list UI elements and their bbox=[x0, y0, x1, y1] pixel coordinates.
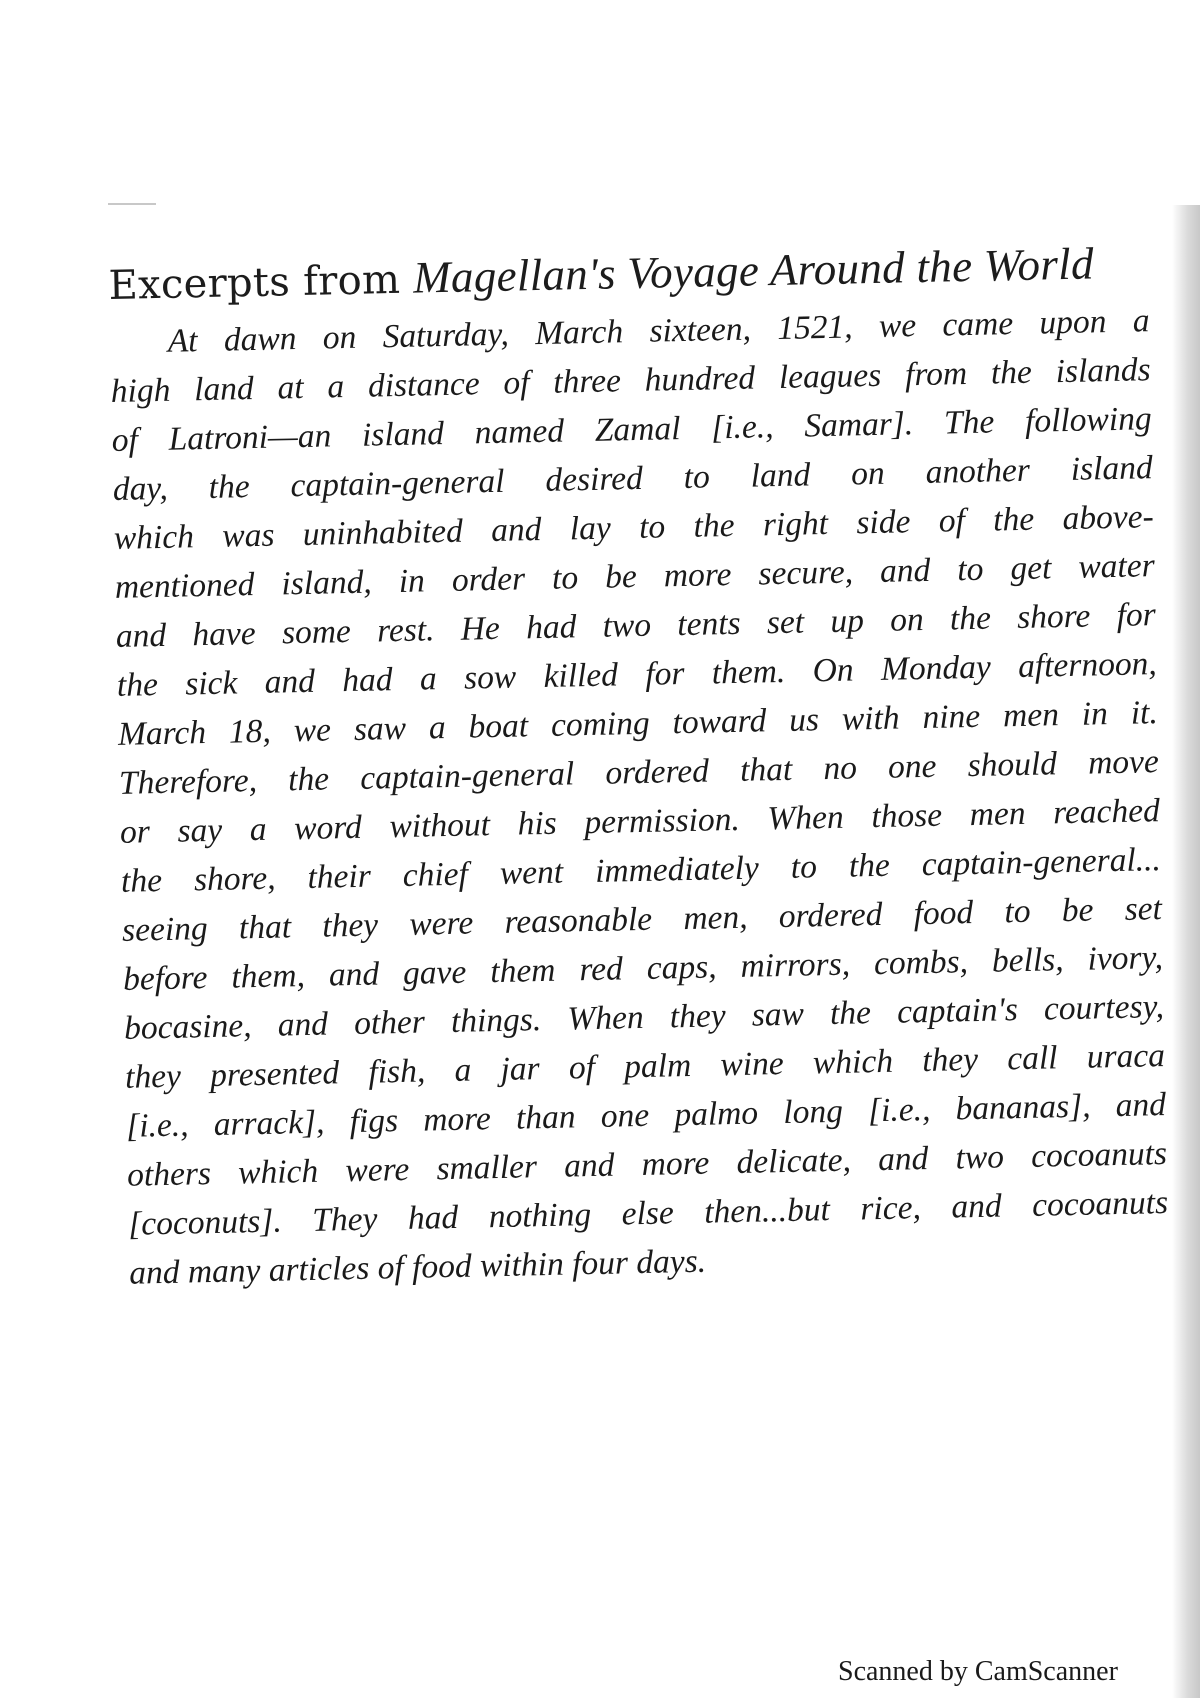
body-line: the shore, their chief went immediately to the captain-general... bbox=[120, 841, 1162, 900]
body-line: and many articles of food within four days. bbox=[128, 1242, 707, 1292]
body-line: or say a word without his permission. When those men reached bbox=[119, 792, 1161, 851]
body-line: they presented fish, a jar of palm wine which they call uraca bbox=[124, 1037, 1166, 1096]
body-line: Therefore, the captain-general ordered that no one should move bbox=[118, 743, 1160, 802]
body-line: others which were smaller and more delicate, and two cocoanuts bbox=[126, 1135, 1168, 1194]
excerpt-block bbox=[108, 236, 1170, 1298]
scanner-watermark: Scanned by CamScanner bbox=[838, 1656, 1118, 1687]
excerpt-body bbox=[109, 296, 1169, 1298]
body-line: of Latroni—an island named Zamal [i.e., Samar]. The following bbox=[111, 400, 1152, 459]
body-line: high land at a distance of three hundred leagues from the islands bbox=[110, 351, 1151, 410]
body-line: [coconuts]. They had nothing else then...but rice, and cocoanuts bbox=[127, 1184, 1169, 1243]
title-work: Magellan's Voyage Around the World bbox=[412, 238, 1095, 303]
title-prefix: Excerpts from bbox=[108, 256, 414, 309]
body-line: seeing that they were reasonable men, ordered food to be set bbox=[121, 890, 1163, 949]
body-line: and have some rest. He had two tents set up on the shore for bbox=[115, 596, 1157, 655]
body-line: At dawn on Saturday, March sixteen, 1521, we came upon a bbox=[167, 302, 1150, 360]
page-edge-shadow bbox=[1172, 205, 1200, 1698]
body-line: March 18, we saw a boat coming toward us with nine men in it. bbox=[117, 694, 1159, 753]
body-line: mentioned island, in order to be more secure, and to get water bbox=[114, 547, 1156, 606]
body-line: bocasine, and other things. When they saw the captain's courtesy, bbox=[123, 988, 1165, 1047]
body-line: day, the captain-general desired to land on another island bbox=[112, 449, 1154, 508]
body-line: [i.e., arrack], figs more than one palmo long [i.e., bananas], and bbox=[125, 1086, 1167, 1145]
body-line: before them, and gave them red caps, mirrors, combs, bells, ivory, bbox=[122, 939, 1164, 998]
body-line: which was uninhabited and lay to the right side of the above- bbox=[113, 498, 1155, 557]
body-line: the sick and had a sow killed for them. On Monday afternoon, bbox=[116, 645, 1158, 704]
stray-scan-mark bbox=[108, 203, 156, 205]
